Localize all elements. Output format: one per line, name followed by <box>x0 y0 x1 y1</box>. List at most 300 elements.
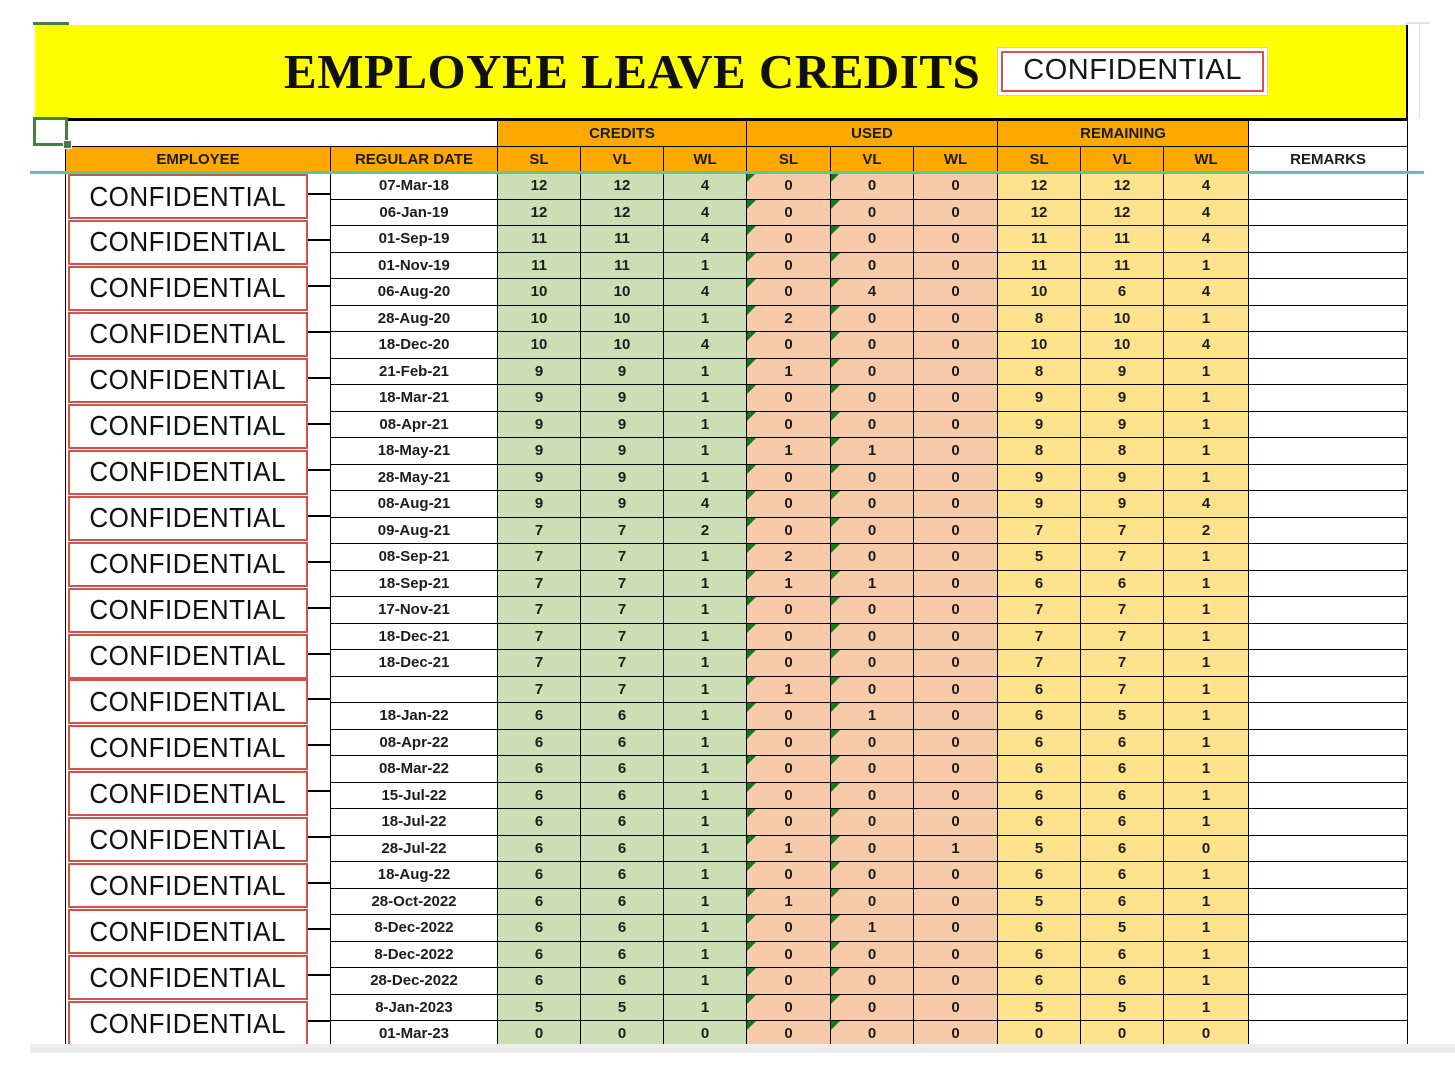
used-wl-cell[interactable]: 0 <box>914 279 998 306</box>
credits-vl-cell[interactable]: 10 <box>581 332 664 359</box>
remaining-vl-cell[interactable]: 7 <box>1081 676 1164 703</box>
credits-sl-cell[interactable]: 11 <box>498 252 581 279</box>
remaining-vl-cell[interactable]: 0 <box>1081 1021 1164 1048</box>
credits-wl-cell[interactable]: 4 <box>664 199 747 226</box>
date-cell[interactable]: 8-Dec-2022 <box>331 941 498 968</box>
date-cell[interactable]: 01-Sep-19 <box>331 226 498 253</box>
used-sl-cell[interactable]: 0 <box>747 411 831 438</box>
used-sl-cell[interactable]: 0 <box>747 491 831 518</box>
remaining-sl-cell[interactable]: 12 <box>998 199 1081 226</box>
credits-wl-cell[interactable]: 1 <box>664 358 747 385</box>
used-wl-cell[interactable]: 0 <box>914 888 998 915</box>
header-credits-wl[interactable]: WL <box>664 147 747 173</box>
remaining-vl-cell[interactable]: 5 <box>1081 703 1164 730</box>
used-sl-cell[interactable]: 2 <box>747 305 831 332</box>
used-wl-cell[interactable]: 0 <box>914 809 998 836</box>
remaining-wl-cell[interactable]: 1 <box>1164 385 1249 412</box>
remaining-sl-cell[interactable]: 0 <box>998 1021 1081 1048</box>
used-vl-cell[interactable]: 0 <box>831 491 914 518</box>
credits-sl-cell[interactable]: 7 <box>498 517 581 544</box>
used-sl-cell[interactable]: 1 <box>747 358 831 385</box>
date-cell[interactable]: 18-Jul-22 <box>331 809 498 836</box>
remaining-sl-cell[interactable]: 5 <box>998 544 1081 571</box>
date-cell[interactable]: 18-Jan-22 <box>331 703 498 730</box>
remarks-cell[interactable] <box>1249 756 1408 783</box>
used-sl-cell[interactable]: 1 <box>747 835 831 862</box>
remaining-wl-cell[interactable]: 1 <box>1164 411 1249 438</box>
remaining-vl-cell[interactable]: 10 <box>1081 305 1164 332</box>
credits-wl-cell[interactable]: 1 <box>664 438 747 465</box>
credits-sl-cell[interactable]: 10 <box>498 279 581 306</box>
credits-sl-cell[interactable]: 6 <box>498 915 581 942</box>
used-wl-cell[interactable]: 0 <box>914 332 998 359</box>
used-vl-cell[interactable]: 0 <box>831 676 914 703</box>
remaining-wl-cell[interactable]: 1 <box>1164 941 1249 968</box>
remaining-sl-cell[interactable]: 6 <box>998 968 1081 995</box>
remaining-vl-cell[interactable]: 5 <box>1081 994 1164 1021</box>
remaining-vl-cell[interactable]: 6 <box>1081 941 1164 968</box>
used-vl-cell[interactable]: 0 <box>831 358 914 385</box>
header-remaining-wl[interactable]: WL <box>1164 147 1249 173</box>
credits-vl-cell[interactable]: 6 <box>581 782 664 809</box>
remaining-wl-cell[interactable]: 1 <box>1164 809 1249 836</box>
confidential-stamp[interactable] <box>68 220 308 265</box>
remaining-vl-cell[interactable]: 6 <box>1081 570 1164 597</box>
remaining-sl-cell[interactable]: 6 <box>998 729 1081 756</box>
remaining-sl-cell[interactable]: 7 <box>998 623 1081 650</box>
remaining-vl-cell[interactable]: 9 <box>1081 358 1164 385</box>
remaining-vl-cell[interactable]: 11 <box>1081 252 1164 279</box>
remaining-wl-cell[interactable]: 4 <box>1164 173 1249 200</box>
remaining-vl-cell[interactable]: 7 <box>1081 650 1164 677</box>
credits-wl-cell[interactable]: 1 <box>664 782 747 809</box>
used-wl-cell[interactable]: 0 <box>914 756 998 783</box>
remaining-wl-cell[interactable]: 0 <box>1164 1021 1249 1048</box>
used-wl-cell[interactable]: 0 <box>914 305 998 332</box>
remaining-wl-cell[interactable]: 0 <box>1164 835 1249 862</box>
remarks-cell[interactable] <box>1249 544 1408 571</box>
credits-wl-cell[interactable]: 1 <box>664 464 747 491</box>
credits-sl-cell[interactable]: 6 <box>498 835 581 862</box>
header-remarks[interactable]: REMARKS <box>1249 147 1408 173</box>
remarks-cell[interactable] <box>1249 968 1408 995</box>
used-wl-cell[interactable]: 0 <box>914 729 998 756</box>
remaining-wl-cell[interactable]: 1 <box>1164 729 1249 756</box>
credits-wl-cell[interactable]: 1 <box>664 862 747 889</box>
credits-vl-cell[interactable]: 7 <box>581 623 664 650</box>
remarks-cell[interactable] <box>1249 941 1408 968</box>
header-remaining-vl[interactable]: VL <box>1081 147 1164 173</box>
used-wl-cell[interactable]: 0 <box>914 358 998 385</box>
date-cell[interactable]: 18-Dec-21 <box>331 623 498 650</box>
remaining-vl-cell[interactable]: 9 <box>1081 411 1164 438</box>
credits-vl-cell[interactable]: 9 <box>581 464 664 491</box>
used-wl-cell[interactable]: 0 <box>914 226 998 253</box>
remaining-wl-cell[interactable]: 1 <box>1164 676 1249 703</box>
used-wl-cell[interactable]: 0 <box>914 915 998 942</box>
credits-vl-cell[interactable]: 11 <box>581 252 664 279</box>
used-sl-cell[interactable]: 0 <box>747 623 831 650</box>
credits-sl-cell[interactable]: 5 <box>498 994 581 1021</box>
credits-wl-cell[interactable]: 1 <box>664 915 747 942</box>
credits-wl-cell[interactable]: 1 <box>664 544 747 571</box>
date-cell[interactable]: 08-Apr-21 <box>331 411 498 438</box>
credits-wl-cell[interactable]: 4 <box>664 226 747 253</box>
remaining-vl-cell[interactable]: 7 <box>1081 623 1164 650</box>
remarks-cell[interactable] <box>1249 623 1408 650</box>
remaining-sl-cell[interactable]: 8 <box>998 438 1081 465</box>
remaining-wl-cell[interactable]: 1 <box>1164 252 1249 279</box>
header-used-vl[interactable]: VL <box>831 147 914 173</box>
remaining-vl-cell[interactable]: 5 <box>1081 915 1164 942</box>
header-credits-sl[interactable]: SL <box>498 147 581 173</box>
used-vl-cell[interactable]: 0 <box>831 968 914 995</box>
used-vl-cell[interactable]: 1 <box>831 703 914 730</box>
credits-vl-cell[interactable]: 7 <box>581 676 664 703</box>
credits-wl-cell[interactable]: 1 <box>664 623 747 650</box>
used-sl-cell[interactable]: 0 <box>747 332 831 359</box>
remaining-wl-cell[interactable]: 1 <box>1164 782 1249 809</box>
used-sl-cell[interactable]: 0 <box>747 941 831 968</box>
used-sl-cell[interactable]: 0 <box>747 199 831 226</box>
credits-vl-cell[interactable]: 9 <box>581 411 664 438</box>
remaining-wl-cell[interactable]: 1 <box>1164 464 1249 491</box>
remarks-cell[interactable] <box>1249 809 1408 836</box>
used-wl-cell[interactable]: 0 <box>914 491 998 518</box>
credits-wl-cell[interactable]: 1 <box>664 385 747 412</box>
used-wl-cell[interactable]: 0 <box>914 623 998 650</box>
remarks-cell[interactable] <box>1249 862 1408 889</box>
title-banner[interactable] <box>35 25 1408 120</box>
credits-sl-cell[interactable]: 6 <box>498 729 581 756</box>
date-cell[interactable]: 15-Jul-22 <box>331 782 498 809</box>
remaining-vl-cell[interactable]: 12 <box>1081 199 1164 226</box>
confidential-stamp[interactable] <box>68 817 308 862</box>
credits-wl-cell[interactable]: 2 <box>664 517 747 544</box>
used-vl-cell[interactable]: 0 <box>831 888 914 915</box>
remaining-sl-cell[interactable]: 9 <box>998 411 1081 438</box>
credits-sl-cell[interactable]: 6 <box>498 862 581 889</box>
credits-sl-cell[interactable]: 9 <box>498 411 581 438</box>
remaining-sl-cell[interactable]: 6 <box>998 570 1081 597</box>
header-employee[interactable]: EMPLOYEE <box>66 147 331 173</box>
credits-wl-cell[interactable]: 4 <box>664 173 747 200</box>
credits-wl-cell[interactable]: 1 <box>664 650 747 677</box>
remarks-cell[interactable] <box>1249 279 1408 306</box>
credits-vl-cell[interactable]: 12 <box>581 173 664 200</box>
credits-vl-cell[interactable]: 6 <box>581 968 664 995</box>
used-sl-cell[interactable]: 0 <box>747 703 831 730</box>
credits-sl-cell[interactable]: 6 <box>498 888 581 915</box>
date-cell[interactable] <box>331 676 498 703</box>
used-vl-cell[interactable]: 0 <box>831 544 914 571</box>
remaining-sl-cell[interactable]: 9 <box>998 464 1081 491</box>
used-sl-cell[interactable]: 1 <box>747 888 831 915</box>
credits-vl-cell[interactable]: 7 <box>581 570 664 597</box>
used-wl-cell[interactable]: 0 <box>914 199 998 226</box>
date-cell[interactable]: 21-Feb-21 <box>331 358 498 385</box>
used-sl-cell[interactable]: 0 <box>747 173 831 200</box>
credits-sl-cell[interactable]: 7 <box>498 623 581 650</box>
credits-sl-cell[interactable]: 6 <box>498 756 581 783</box>
used-wl-cell[interactable]: 0 <box>914 385 998 412</box>
used-wl-cell[interactable]: 0 <box>914 650 998 677</box>
remaining-sl-cell[interactable]: 9 <box>998 491 1081 518</box>
remaining-sl-cell[interactable]: 6 <box>998 756 1081 783</box>
remaining-wl-cell[interactable]: 1 <box>1164 650 1249 677</box>
date-cell[interactable]: 17-Nov-21 <box>331 597 498 624</box>
credits-vl-cell[interactable]: 9 <box>581 358 664 385</box>
used-sl-cell[interactable]: 0 <box>747 756 831 783</box>
remarks-cell[interactable] <box>1249 835 1408 862</box>
remaining-vl-cell[interactable]: 6 <box>1081 279 1164 306</box>
used-sl-cell[interactable]: 1 <box>747 676 831 703</box>
used-sl-cell[interactable]: 0 <box>747 385 831 412</box>
remaining-wl-cell[interactable]: 1 <box>1164 438 1249 465</box>
used-vl-cell[interactable]: 0 <box>831 173 914 200</box>
used-vl-cell[interactable]: 0 <box>831 1021 914 1048</box>
remaining-vl-cell[interactable]: 6 <box>1081 862 1164 889</box>
confidential-stamp[interactable] <box>68 634 308 679</box>
header-confidential-stamp[interactable] <box>998 48 1267 95</box>
remaining-wl-cell[interactable]: 1 <box>1164 703 1249 730</box>
confidential-stamp[interactable] <box>68 679 308 724</box>
remarks-cell[interactable] <box>1249 650 1408 677</box>
confidential-stamp[interactable] <box>68 588 308 633</box>
remaining-sl-cell[interactable]: 7 <box>998 517 1081 544</box>
remarks-cell[interactable] <box>1249 491 1408 518</box>
credits-wl-cell[interactable]: 1 <box>664 597 747 624</box>
remarks-cell[interactable] <box>1249 517 1408 544</box>
remarks-cell[interactable] <box>1249 438 1408 465</box>
remarks-cell[interactable] <box>1249 597 1408 624</box>
used-sl-cell[interactable]: 0 <box>747 968 831 995</box>
credits-sl-cell[interactable]: 6 <box>498 941 581 968</box>
remaining-vl-cell[interactable]: 12 <box>1081 173 1164 200</box>
used-sl-cell[interactable]: 0 <box>747 809 831 836</box>
credits-sl-cell[interactable]: 7 <box>498 570 581 597</box>
used-vl-cell[interactable]: 0 <box>831 623 914 650</box>
used-sl-cell[interactable]: 0 <box>747 650 831 677</box>
credits-wl-cell[interactable]: 1 <box>664 756 747 783</box>
credits-wl-cell[interactable]: 1 <box>664 835 747 862</box>
header-remaining-sl[interactable]: SL <box>998 147 1081 173</box>
credits-sl-cell[interactable]: 7 <box>498 650 581 677</box>
used-sl-cell[interactable]: 1 <box>747 570 831 597</box>
used-sl-cell[interactable]: 0 <box>747 915 831 942</box>
remaining-wl-cell[interactable]: 1 <box>1164 915 1249 942</box>
used-sl-cell[interactable]: 0 <box>747 464 831 491</box>
used-wl-cell[interactable]: 0 <box>914 438 998 465</box>
credits-vl-cell[interactable]: 6 <box>581 915 664 942</box>
credits-sl-cell[interactable]: 9 <box>498 491 581 518</box>
credits-vl-cell[interactable]: 7 <box>581 597 664 624</box>
remaining-sl-cell[interactable]: 6 <box>998 676 1081 703</box>
used-vl-cell[interactable]: 0 <box>831 994 914 1021</box>
confidential-stamp[interactable] <box>68 909 308 954</box>
remaining-sl-cell[interactable]: 6 <box>998 941 1081 968</box>
remaining-wl-cell[interactable]: 1 <box>1164 544 1249 571</box>
used-vl-cell[interactable]: 0 <box>831 835 914 862</box>
credits-sl-cell[interactable]: 9 <box>498 385 581 412</box>
credits-vl-cell[interactable]: 6 <box>581 729 664 756</box>
used-wl-cell[interactable]: 0 <box>914 782 998 809</box>
credits-wl-cell[interactable]: 1 <box>664 968 747 995</box>
date-cell[interactable]: 06-Jan-19 <box>331 199 498 226</box>
used-vl-cell[interactable]: 0 <box>831 199 914 226</box>
used-vl-cell[interactable]: 0 <box>831 385 914 412</box>
credits-vl-cell[interactable]: 7 <box>581 544 664 571</box>
remaining-sl-cell[interactable]: 10 <box>998 279 1081 306</box>
remaining-wl-cell[interactable]: 1 <box>1164 968 1249 995</box>
credits-sl-cell[interactable]: 12 <box>498 199 581 226</box>
date-cell[interactable]: 18-Dec-21 <box>331 650 498 677</box>
remaining-sl-cell[interactable]: 5 <box>998 994 1081 1021</box>
credits-vl-cell[interactable]: 6 <box>581 835 664 862</box>
credits-vl-cell[interactable]: 6 <box>581 703 664 730</box>
credits-sl-cell[interactable]: 7 <box>498 676 581 703</box>
credits-sl-cell[interactable]: 6 <box>498 968 581 995</box>
used-sl-cell[interactable]: 0 <box>747 226 831 253</box>
date-cell[interactable]: 18-Mar-21 <box>331 385 498 412</box>
remaining-vl-cell[interactable]: 6 <box>1081 809 1164 836</box>
confidential-stamp[interactable] <box>68 725 308 770</box>
remaining-vl-cell[interactable]: 6 <box>1081 888 1164 915</box>
date-cell[interactable]: 28-Oct-2022 <box>331 888 498 915</box>
remaining-wl-cell[interactable]: 4 <box>1164 332 1249 359</box>
credits-sl-cell[interactable]: 10 <box>498 332 581 359</box>
remarks-cell[interactable] <box>1249 173 1408 200</box>
remaining-vl-cell[interactable]: 6 <box>1081 835 1164 862</box>
date-cell[interactable]: 28-Aug-20 <box>331 305 498 332</box>
remaining-sl-cell[interactable]: 6 <box>998 782 1081 809</box>
used-wl-cell[interactable]: 0 <box>914 252 998 279</box>
credits-vl-cell[interactable]: 6 <box>581 756 664 783</box>
remarks-cell[interactable] <box>1249 888 1408 915</box>
credits-wl-cell[interactable]: 1 <box>664 570 747 597</box>
used-vl-cell[interactable]: 0 <box>831 517 914 544</box>
credits-sl-cell[interactable]: 7 <box>498 544 581 571</box>
credits-vl-cell[interactable]: 6 <box>581 862 664 889</box>
date-cell[interactable]: 18-May-21 <box>331 438 498 465</box>
date-cell[interactable]: 01-Mar-23 <box>331 1021 498 1048</box>
group-header-credits[interactable]: CREDITS <box>498 121 747 147</box>
group-header-used[interactable]: USED <box>747 121 998 147</box>
remaining-wl-cell[interactable]: 4 <box>1164 491 1249 518</box>
used-sl-cell[interactable]: 0 <box>747 994 831 1021</box>
credits-sl-cell[interactable]: 10 <box>498 305 581 332</box>
remarks-cell[interactable] <box>1249 385 1408 412</box>
remaining-wl-cell[interactable]: 1 <box>1164 570 1249 597</box>
remarks-cell[interactable] <box>1249 782 1408 809</box>
used-vl-cell[interactable]: 0 <box>831 862 914 889</box>
used-wl-cell[interactable]: 0 <box>914 703 998 730</box>
used-sl-cell[interactable]: 0 <box>747 1021 831 1048</box>
date-cell[interactable]: 07-Mar-18 <box>331 173 498 200</box>
used-wl-cell[interactable]: 0 <box>914 544 998 571</box>
date-cell[interactable]: 08-Apr-22 <box>331 729 498 756</box>
remaining-wl-cell[interactable]: 1 <box>1164 756 1249 783</box>
credits-wl-cell[interactable]: 1 <box>664 809 747 836</box>
credits-wl-cell[interactable]: 1 <box>664 941 747 968</box>
remarks-cell[interactable] <box>1249 994 1408 1021</box>
credits-wl-cell[interactable]: 4 <box>664 491 747 518</box>
used-vl-cell[interactable]: 0 <box>831 411 914 438</box>
remaining-vl-cell[interactable]: 7 <box>1081 597 1164 624</box>
used-wl-cell[interactable]: 0 <box>914 411 998 438</box>
used-vl-cell[interactable]: 0 <box>831 809 914 836</box>
used-vl-cell[interactable]: 1 <box>831 570 914 597</box>
used-wl-cell[interactable]: 0 <box>914 1021 998 1048</box>
remarks-cell[interactable] <box>1249 411 1408 438</box>
remarks-cell[interactable] <box>1249 676 1408 703</box>
date-cell[interactable]: 09-Aug-21 <box>331 517 498 544</box>
used-sl-cell[interactable]: 0 <box>747 729 831 756</box>
used-sl-cell[interactable]: 0 <box>747 517 831 544</box>
date-cell[interactable]: 28-May-21 <box>331 464 498 491</box>
credits-vl-cell[interactable]: 7 <box>581 650 664 677</box>
remaining-wl-cell[interactable]: 4 <box>1164 279 1249 306</box>
confidential-stamp[interactable] <box>68 955 308 1000</box>
remaining-wl-cell[interactable]: 4 <box>1164 226 1249 253</box>
credits-vl-cell[interactable]: 6 <box>581 941 664 968</box>
remaining-sl-cell[interactable]: 6 <box>998 915 1081 942</box>
remaining-vl-cell[interactable]: 7 <box>1081 517 1164 544</box>
credits-sl-cell[interactable]: 9 <box>498 438 581 465</box>
confidential-stamp[interactable] <box>68 771 308 816</box>
remarks-cell[interactable] <box>1249 729 1408 756</box>
remarks-cell[interactable] <box>1249 915 1408 942</box>
date-cell[interactable]: 8-Dec-2022 <box>331 915 498 942</box>
remaining-vl-cell[interactable]: 9 <box>1081 491 1164 518</box>
remaining-wl-cell[interactable]: 2 <box>1164 517 1249 544</box>
credits-sl-cell[interactable]: 6 <box>498 703 581 730</box>
date-cell[interactable]: 8-Jan-2023 <box>331 994 498 1021</box>
credits-wl-cell[interactable]: 1 <box>664 703 747 730</box>
used-vl-cell[interactable]: 0 <box>831 464 914 491</box>
confidential-stamp[interactable] <box>68 174 308 219</box>
remarks-cell[interactable] <box>1249 703 1408 730</box>
used-wl-cell[interactable]: 0 <box>914 570 998 597</box>
credits-wl-cell[interactable]: 1 <box>664 305 747 332</box>
credits-wl-cell[interactable]: 4 <box>664 279 747 306</box>
used-wl-cell[interactable]: 0 <box>914 517 998 544</box>
used-vl-cell[interactable]: 0 <box>831 252 914 279</box>
remaining-vl-cell[interactable]: 9 <box>1081 385 1164 412</box>
remaining-wl-cell[interactable]: 1 <box>1164 994 1249 1021</box>
date-cell[interactable]: 28-Jul-22 <box>331 835 498 862</box>
used-vl-cell[interactable]: 0 <box>831 332 914 359</box>
credits-sl-cell[interactable]: 11 <box>498 226 581 253</box>
confidential-stamp[interactable] <box>68 1001 308 1046</box>
confidential-stamp[interactable] <box>68 358 308 403</box>
confidential-stamp[interactable] <box>68 404 308 449</box>
credits-wl-cell[interactable]: 1 <box>664 994 747 1021</box>
used-sl-cell[interactable]: 0 <box>747 862 831 889</box>
date-cell[interactable]: 18-Aug-22 <box>331 862 498 889</box>
remaining-vl-cell[interactable]: 9 <box>1081 464 1164 491</box>
remarks-cell[interactable] <box>1249 252 1408 279</box>
used-sl-cell[interactable]: 0 <box>747 252 831 279</box>
used-vl-cell[interactable]: 0 <box>831 756 914 783</box>
date-cell[interactable]: 06-Aug-20 <box>331 279 498 306</box>
credits-wl-cell[interactable]: 1 <box>664 252 747 279</box>
credits-sl-cell[interactable]: 0 <box>498 1021 581 1048</box>
used-vl-cell[interactable]: 0 <box>831 597 914 624</box>
used-sl-cell[interactable]: 0 <box>747 597 831 624</box>
credits-vl-cell[interactable]: 6 <box>581 809 664 836</box>
remaining-wl-cell[interactable]: 1 <box>1164 862 1249 889</box>
